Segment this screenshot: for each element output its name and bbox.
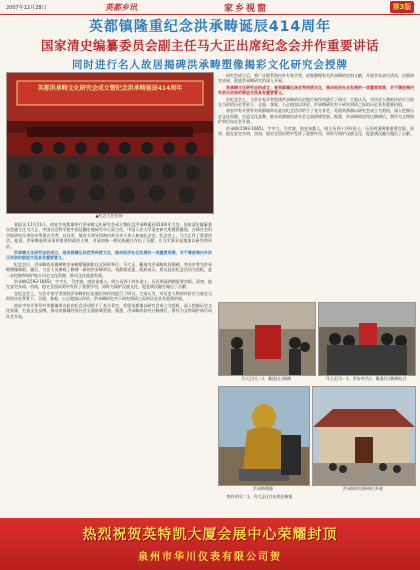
photo-statue [218, 386, 310, 486]
photo-unveiling-left [218, 302, 316, 376]
article-paragraph: 纪念会后，洪承畴故居揭碑和洪承畴塑像揭彩仪式同时举行。马大正、戴逸为洪承畴故居揭碑，李治亭等为洪承畴塑像揭彩。随后，与会人员参观了修缮一新的洪承畴故居。英都镇党委、政府表示，将以此次纪念活动为契机，进一步挖掘和保护地方历史文化资源，推动文化旅游发展。 [6, 261, 212, 278]
photo-residence [312, 386, 416, 486]
issue-date: 2007年12月28日 [6, 4, 47, 11]
caption-left: 马大正(左二)、戴逸(左)揭碑 [240, 376, 292, 381]
paper-name: 英都乡讯 [105, 1, 137, 12]
article-right-col [218, 73, 414, 298]
page-header [0, 0, 420, 15]
article-highlight: 洪承畴文化研究会的成立，是英都镇弘扬优秀传统文化、推动经济社会发展的一项重要举措，对于增进海内外洪氏宗亲的联谊交流具有重要意义。 [218, 84, 414, 96]
article-paragraph: 南安市有关领导对英都镇举办此次纪念活动给予了充分肯定，希望英都镇以研究会成立为契机，深入挖掘历史文化资源，打造文化品牌，推动英都镇经济社会全面协调发展。据悉，洪承畴故居经过修缮后，将作为文物保护单位向社会开放。 [6, 302, 212, 319]
main-photo-banner: 英都洪承畴文化研究会成立暨纪念洪承畴诞辰414周年 [37, 85, 183, 92]
main-photo [6, 72, 214, 214]
main-photo-caption: ▲纪念大会会场 [95, 213, 123, 218]
article-paragraph: 李治亭(左二)、马大正(右)在故居参观 [226, 494, 293, 499]
main-headline: 英都镇隆重纪念洪承畴诞辰414周年 [88, 19, 332, 35]
ad-headline: 热烈祝贺英特凯大厦会展中心荣耀封顶 [82, 527, 338, 543]
article-paragraph: 洪承畴(1593-1665)，字亨九，号彦演，南安英都人。明万历四十四年进士，历任明清两朝重要官职。清初，他在安定东南、西南，稳定全国局势中发挥了重要作用，同时为保护汉族文化、促进满汉融合做出了贡献。 [6, 279, 212, 290]
article-right-bottom [218, 494, 414, 514]
section-title: 家乡视窗 [223, 3, 268, 14]
article-paragraph: 本报讯 11月11日，南安市英都镇举行洪承畴文化研究会成立暨纪念洪承畴诞辰414周年大会。国家清史编纂委员会副主任马大正，中国社会科学院中国边疆史地研究中心原主任、中国人民大学清史研究所教授戴逸，吉林社会科学院研究员李治亭等著名学者，以及市、镇有关领导和海内外宗亲千余人参加纪念会。纪念会上，马大正作了重要讲话。他说，洪承畴是明末清初重要的政治人物，对清初统一和民族融合作出了贡献，应当实事求是地加以研究和评价。 [6, 222, 212, 249]
photo-unveiling-right [318, 302, 416, 376]
article-paragraph: 南安市有关领导对英都镇举办此次纪念活动给予了充分肯定，希望英都镇以研究会成立为契机，深入挖掘历史文化资源，打造文化品牌，推动英都镇经济社会全面协调发展。据悉，洪承畴故居经过修缮后，将作为文物保护单位向社会开放。 [218, 108, 414, 125]
article-paragraph: 研究会成立后，将广泛联系海内外专家学者，收集整理有关洪承畴的史料文献，开展学术研讨活动，出版研究成果，促进洪承畴研究的深入开展。 [218, 73, 414, 84]
page-number-badge: 第3版 [390, 1, 414, 13]
article-highlight: 洪承畴文化研究会的成立，是英都镇弘扬优秀传统文化、推动经济社会发展的一项重要举措，对于增进海内外洪氏宗亲的联谊交流具有重要意义。 [6, 250, 212, 261]
caption-statue: 洪承畴塑像 [253, 486, 273, 491]
article-paragraph: 在纪念会上，与会专家学者围绕洪承畴的历史地位和作用进行了研讨。大家认为，对历史人物的评价应当放在当时的历史背景下，全面、客观、公正地加以评价。洪承畴研究对于研究明清之际的历史具有重要价值。 [218, 96, 414, 108]
tertiary-headline: 同时进行名人故居揭碑洪承畴塑像揭彩文化研究会授牌 [72, 59, 348, 71]
article-paragraph: 在纪念会上，与会专家学者围绕洪承畴的历史地位和作用进行了研讨。大家认为，对历史人物的评价应当放在当时的历史背景下，全面、客观、公正地加以评价。洪承畴研究对于研究明清之际的历史具有重要价值。 [6, 290, 212, 302]
congratulation-ad [0, 518, 420, 570]
article-paragraph: 洪承畴(1593-1665)，字亨九，号彦演，南安英都人。明万历四十四年进士，历任明清两朝重要官职。清初，他在安定东南、西南，稳定全国局势中发挥了重要作用，同时为保护汉族文化、促进满汉融合做出了贡献。 [218, 125, 414, 137]
caption-residence: 洪承畴故居修缮后外观 [343, 486, 383, 491]
article-left-col [6, 222, 212, 512]
ad-sponsor: 泉州市华川仪表有限公司贺 [138, 552, 282, 563]
sub-headline: 国家清史编纂委员会副主任马大正出席纪念会并作重要讲话 [40, 38, 379, 53]
caption-right: 马大正(右一)、李治亭(左)、戴逸(右)揭碑仪式 [325, 376, 407, 381]
